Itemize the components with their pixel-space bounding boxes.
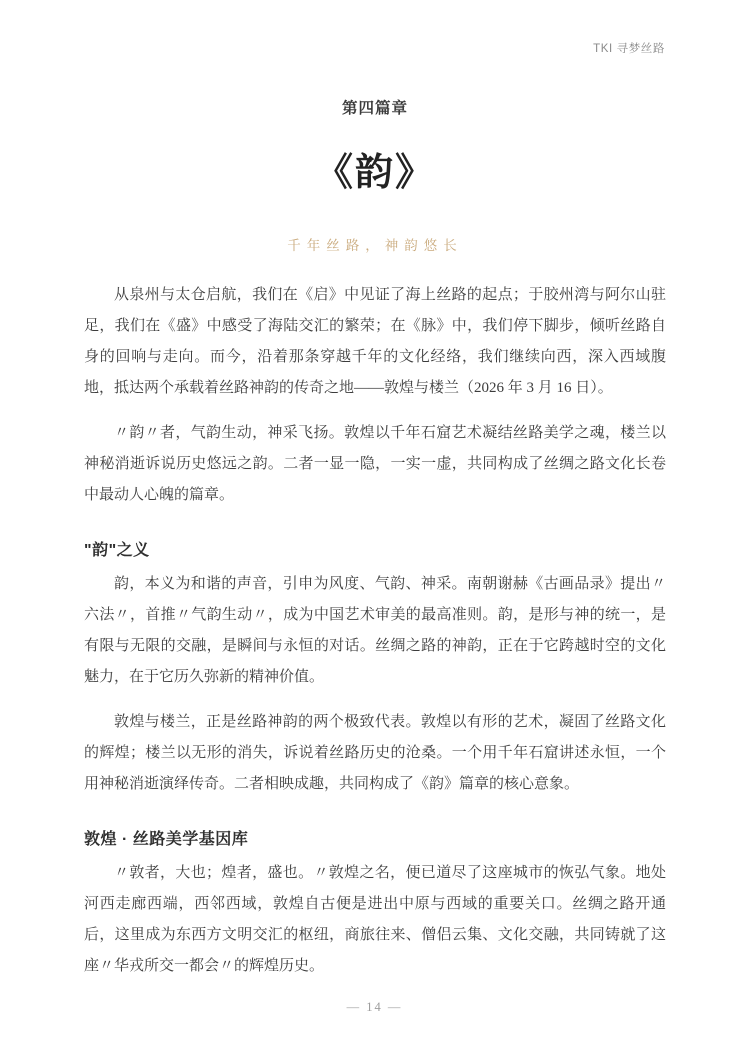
section-heading-dunhuang: 敦煌 · 丝路美学基因库 bbox=[84, 830, 249, 848]
page-number-footer: — 14 — bbox=[346, 1000, 403, 1014]
page-content bbox=[84, 96, 666, 996]
chapter-subtitle: 千年丝路，神韵悠长 bbox=[287, 237, 463, 253]
section-1-paragraph-2: 敦煌与楼兰，正是丝路神韵的两个极致代表。敦煌以有形的艺术，凝固了丝路文化的辉煌；楼兰以无形的消失，诉说着丝路历史的沧桑。一个用千年石窟讲述永恒，一个用神秘消逝演绎传奇。二者相映成趣，共同构成了《韵》篇章的核心意象。 bbox=[84, 713, 666, 792]
chapter-label: 第四篇章 bbox=[341, 100, 408, 117]
intro-paragraph-2: 〃韵〃者，气韵生动，神采飞扬。敦煌以千年石窟艺术凝结丝路美学之魂，楼兰以神秘消逝诉说历史悠远之韵。二者一显一隐，一实一虚，共同构成了丝绸之路文化长卷中最动人心魄的篇章。 bbox=[84, 424, 666, 503]
intro-paragraph-1: 从泉州与太仓启航，我们在《启》中见证了海上丝路的起点；于胶州湾与阿尔山驻足，我们在《盛》中感受了海陆交汇的繁荣；在《脉》中，我们停下脚步，倾听丝路自身的回响与走向。而今，沿着那条穿越千年的文化经络，我们继续向西，深入西域腹地，抵达两个承载着丝路神韵的传奇之地——敦煌与楼兰（2026 年 3 月 16 日）。 bbox=[84, 286, 666, 396]
section-2-paragraph-1: 〃敦者，大也；煌者，盛也。〃敦煌之名，便已道尽了这座城市的恢弘气象。地处河西走廊西端，西邻西域，敦煌自古便是进出中原与西域的重要关口。丝绸之路开通后，这里成为东西方文明交汇的枢纽，商旅往来、僧侣云集、文化交融，共同铸就了这座〃华戎所交一都会〃的辉煌历史。 bbox=[84, 864, 666, 974]
running-header-brand: TKI 寻梦丝路 bbox=[593, 43, 665, 55]
section-1-paragraph-1: 韵，本义为和谐的声音，引申为风度、气韵、神采。南朝谢赫《古画品录》提出〃六法〃，首推〃气韵生动〃，成为中国艺术审美的最高准则。韵，是形与神的统一，是有限与无限的交融，是瞬间与永恒的对话。丝绸之路的神韵，正在于它跨越时空的文化魅力，在于它历久弥新的精神价值。 bbox=[84, 575, 666, 685]
chapter-title: 《韵》 bbox=[314, 152, 435, 194]
section-heading-yun-meaning: "韵"之义 bbox=[84, 541, 150, 559]
